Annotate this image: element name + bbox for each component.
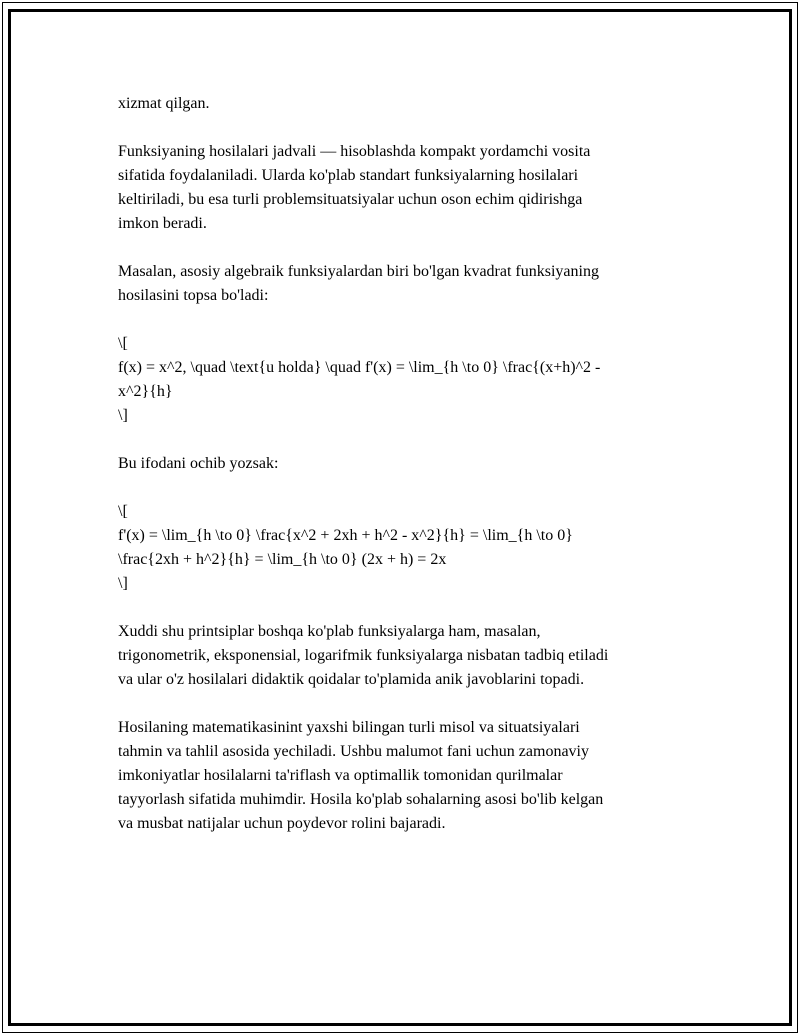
paragraph-continuation: xizmat qilgan. [118,95,210,112]
paragraph-principles: Xuddi shu printsiplar boshqa ko'plab funksiyalarga ham, masalan, trigonometrik, eksponensial, logarifmik funksiyalarga nisbatan tadbiq etiladi va ular o'z hosilalari didaktik qoidalar to'plamida anik javoblarini topadi. [118,623,609,688]
document-body [118,92,698,860]
formula-expansion: \[ f'(x) = \lim_{h \to 0} \frac{x^2 + 2xh + h^2 - x^2}{h} = \lim_{h \to 0} \frac{2xh + h^2}{h} = \lim_{h \to 0} (2x + h) = 2x \] [118,503,573,592]
formula-definition: \[ f(x) = x^2, \quad \text{u holda} \quad f'(x) = \lim_{h \to 0} \frac{(x+h)^2 - x^2}{h} \] [118,335,601,424]
paragraph-conclusion: Hosilaning matematikasinint yaxshi bilingan turli misol va situatsiyalari tahmin va tahlil asosida yechiladi. Ushbu malumot fani uchun zamonaviy imkoniyatlar hosilalarni ta'riflash va optimallik tomonidan qurilmalar tayyorlash sifatida muhimdir. Hosila ko'plab sohalarning asosi bo'lib kelgan va musbat natijalar uchun poydevor rolini bajaradi. [118,719,604,832]
paragraph-quadratic-intro: Masalan, asosiy algebraik funksiyalardan biri bo'lgan kvadrat funksiyaning hosilasini topsa bo'ladi: [118,263,599,304]
paragraph-expand-intro: Bu ifodani ochib yozsak: [118,455,279,472]
paragraph-derivative-table: Funksiyaning hosilalari jadvali — hisoblashda kompakt yordamchi vosita sifatida foydalaniladi. Ularda ko'plab standart funksiyalarning hosilalari keltiriladi, bu esa turli problemsituatsiyalar uchun oson echim qidirishga imkon beradi. [118,143,591,232]
